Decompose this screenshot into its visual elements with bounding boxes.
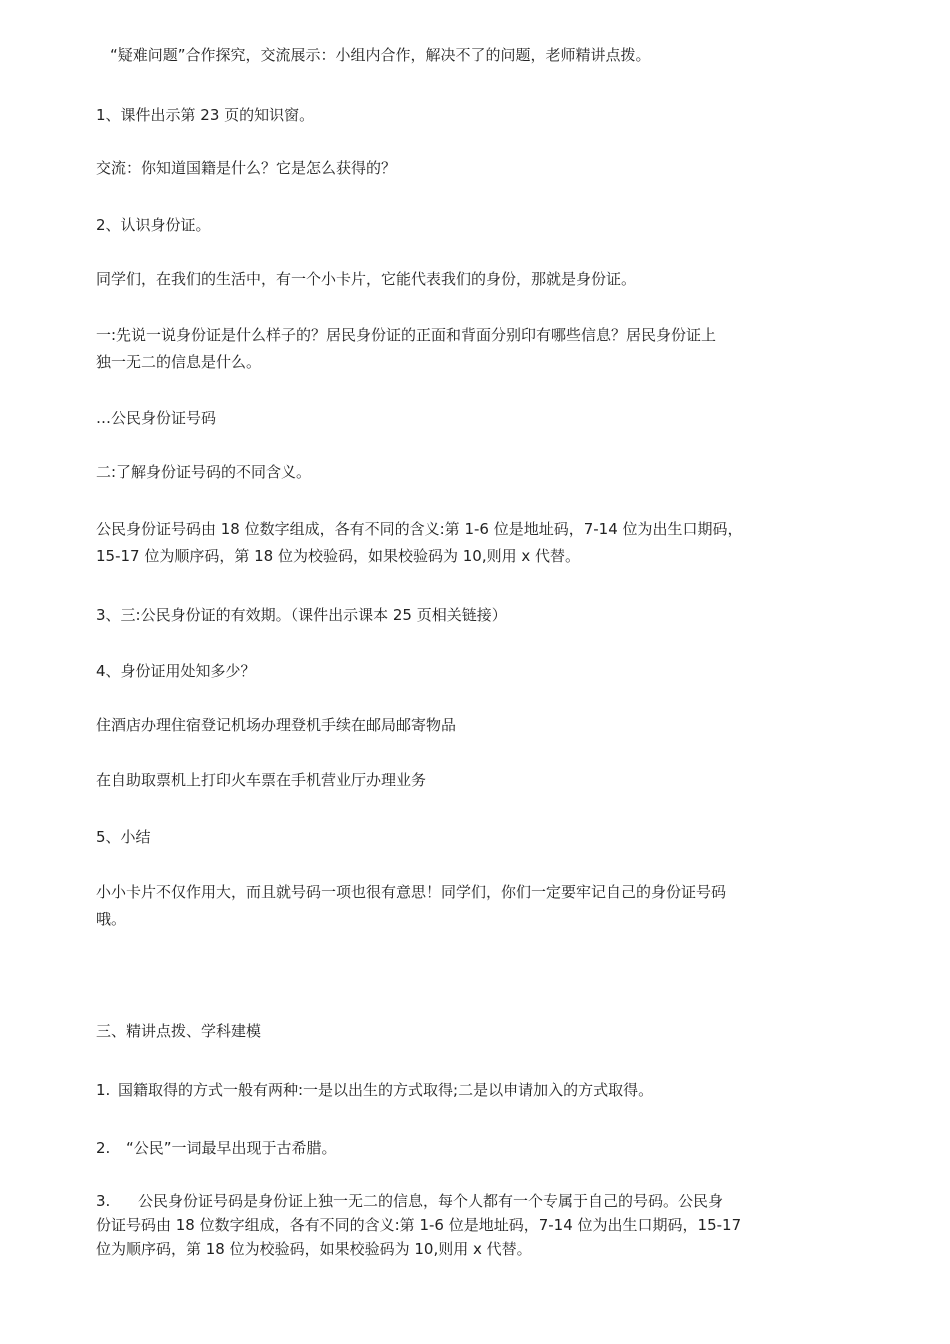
list-item [96, 1189, 858, 1261]
paragraph-id-card-intro: 同学们，在我们的生活中，有一个小卡片，它能代表我们的身份，那就是身份证。 [96, 270, 637, 288]
paragraph-cooperative-inquiry: “疑难问题”合作探究，交流展示：小组内合作，解决不了的问题，老师精讲点拨。 [110, 46, 651, 64]
paragraph-line: 位为顺序码，第 18 位为校验码，如果校验码为 10,则用 x 代替。 [96, 1240, 532, 1258]
paragraph-id-number: …公民身份证号码 [96, 409, 217, 427]
paragraph-line: 哦。 [96, 910, 127, 928]
paragraph-line: 独一无二的信息是什么。 [96, 353, 262, 371]
section-heading: 三、精讲点拨、学科建模 [96, 1022, 262, 1040]
paragraph-line: 公民身份证号码由 18 位数字组成，各有不同的含义:第 1-6 位是地址码，7-14 位为出生口期码， [96, 520, 743, 538]
paragraph-step-1: 1、课件出示第 23 页的知识窗。 [96, 106, 315, 124]
paragraph-step-5: 5、小结 [96, 828, 151, 846]
list-item [96, 1078, 858, 1103]
paragraph-usage-2: 在自助取票机上打印火车票在手机营业厅办理业务 [96, 771, 427, 789]
list-item-text: “公民”一词最早出现于古希腊。 [126, 1139, 337, 1157]
paragraph-id-number-structure [96, 516, 858, 570]
list-item-number: 2. [96, 1139, 111, 1157]
paragraph-step-4: 4、身份证用处知多少？ [96, 662, 256, 680]
paragraph-line: 份证号码由 18 位数字组成，各有不同的含义:第 1-6 位是地址码，7-14 位为出生口期码，15-17 [96, 1216, 742, 1234]
paragraph-usage-1: 住酒店办理住宿登记机场办理登机手续在邮局邮寄物品 [96, 716, 457, 734]
paragraph-step-3: 3、三:公民身份证的有效期。（课件出示课本 25 页相关链接） [96, 606, 507, 624]
paragraph-exchange-question: 交流：你知道国籍是什么？它是怎么获得的？ [96, 159, 397, 177]
paragraph-line: 小小卡片不仅作用大，而且就号码一项也很有意思！同学们，你们一定要牢记自己的身份证号码 [96, 883, 727, 901]
paragraph-line: 15-17 位为顺序码，第 18 位为校验码，如果校验码为 10,则用 x 代替。 [96, 547, 581, 565]
paragraph-line [96, 1189, 858, 1213]
list-item-text: 公民身份证号码是身份证上独一无二的信息，每个人都有一个专属于自己的号码。公民身 [138, 1192, 724, 1210]
list-item [96, 1136, 858, 1161]
list-item-number: 1. [96, 1081, 111, 1099]
paragraph-id-number-meaning: 二:了解身份证号码的不同含义。 [96, 463, 312, 481]
list-item-number: 3. [96, 1192, 111, 1210]
paragraph-step-2: 2、认识身份证。 [96, 216, 211, 234]
paragraph-summary [96, 879, 858, 933]
list-item-text: 国籍取得的方式一般有两种:一是以出生的方式取得;二是以申请加入的方式取得。 [118, 1081, 654, 1099]
paragraph-line: 一:先说一说身份证是什么样子的？居民身份证的正面和背面分别印有哪些信息？居民身份证上 [96, 326, 717, 344]
paragraph-id-card-appearance [96, 322, 858, 376]
